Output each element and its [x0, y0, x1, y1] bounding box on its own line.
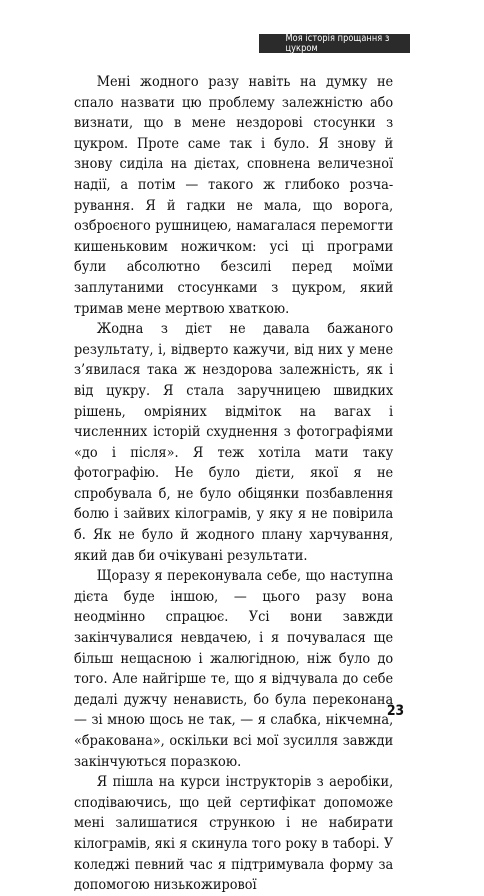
paragraph-1: Мені жодного разу навіть на думку не спало назвати цю проблему залежністю або визнати, що в мене нездорові стосунки з цукром. Проте саме так і було. Я знову й знову сиділа на дієтах, сповнена величезної надії, а потім — такого ж глибоко розчарування. Я й гадки не мала, що ворога, озброєного рушницею, намагалася перемогти кишеньковим ножичком: усі ці програми були абсолютно безсилі перед моїми заплутаними стосунками з цукром, який тримав мене мертвою хваткою.	[74, 74, 394, 317]
running-header	[259, 34, 410, 53]
body-text	[74, 72, 393, 896]
running-header-title: Моя історія прощання з цукром	[285, 32, 390, 54]
paragraph-3: Щоразу я переконувала себе, що наступна дієта буде іншою, — цього разу вона неодмінно спрацює. Усі вони завжди закінчувалися невдачею, і я почувалася ще більш нещасною і жалюгідною, ніж було до того. Але найгірше те, що я відчувала до себе дедалі дужчу ненависть, бо була переконана — зі мною щось не так, — я слабка, нікчемна, «бракована», оскільки всі мої зусилля завжди закінчуються поразкою.	[74, 568, 394, 770]
paragraph-2: Жодна з дієт не давала бажаного результату, і, відверто кажучи, від них у мене з’явилася така ж нездорова залежність, як і від цукру. Я стала заручницею швидких рішень, омріяних відміток на вагах і численних історій схуднення з фотографіями «до і після». Я теж хотіла мати таку фотографію. Не було дієти, якої я не спробувала б, не було обіцянки позбавлення болю і зайвих кілограмів, у яку я не повірила б. Як не було й жодного плану харчування, який дав би очікувані результати.	[74, 321, 394, 564]
page-number: 23	[386, 703, 404, 719]
paragraph-4: Я пішла на курси інструкторів з аеробіки, сподіваючись, що цей сертифікат допоможе мені залишатися стрункою і не набирати кілограмів, які я скинула того року в таборі. У коледжі певний час я підтримувала форму за допомогою низькожирової	[74, 774, 394, 894]
